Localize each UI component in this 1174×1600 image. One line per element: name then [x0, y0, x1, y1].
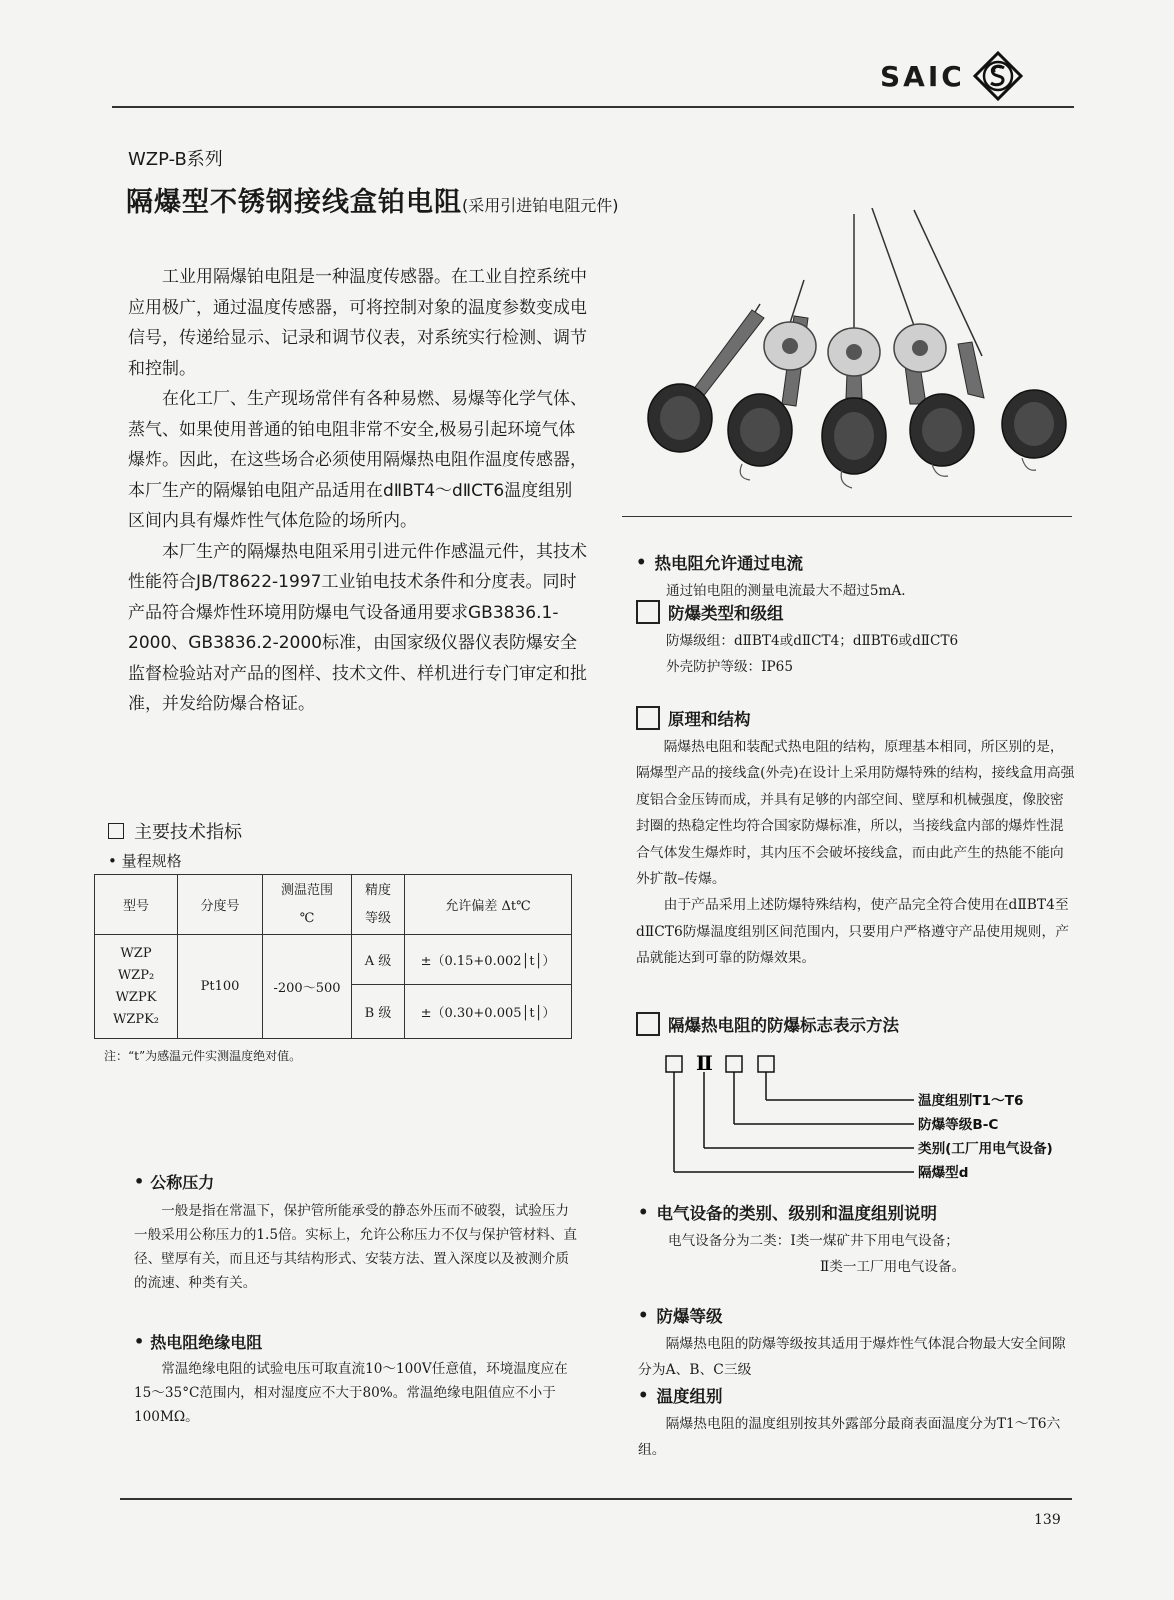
- cell-grade: A 级: [352, 935, 405, 985]
- header-accuracy-line1: 精度: [364, 882, 391, 898]
- explosion-type-title-text: 防爆类型和级组: [668, 604, 784, 623]
- intro-text: [128, 262, 588, 720]
- roman-numeral: Ⅱ: [696, 1051, 713, 1075]
- header-graduation: 分度号: [178, 875, 263, 935]
- bullet-icon: •: [636, 552, 647, 572]
- cell-deviation: ±（0.30+0.005│t│）: [405, 985, 572, 1039]
- insulation-section: [134, 1330, 578, 1429]
- logo-emblem-icon: [973, 51, 1023, 101]
- header-model: 型号: [95, 875, 178, 935]
- principle-body: 由于产品采用上述防爆特殊结构，使产品完全符合使用在dⅡBT4至dⅡCT6防爆温度组别区间范围内，只要用户严格遵守产品使用规则，产品就能达到可靠的防爆效果。: [636, 897, 1070, 967]
- temp-group-title: [638, 1383, 1078, 1407]
- checkbox-icon: [636, 1012, 660, 1036]
- grade-body: 隔爆热电阻的防爆等级按其适用于爆炸性气体混合物最大安全间隙分为A、B、C三级: [638, 1336, 1066, 1379]
- series-label: WZP-B系列: [128, 149, 223, 170]
- insulation-title-text: 热电阻绝缘电阻: [150, 1333, 263, 1352]
- checkbox-icon: [636, 600, 660, 624]
- checkbox-icon: [108, 823, 124, 839]
- pressure-title: [134, 1170, 578, 1193]
- header-range-line2: ℃: [299, 910, 315, 926]
- marking-title-text: 隔爆热电阻的防爆标志表示方法: [668, 1016, 899, 1035]
- cell-models: [95, 935, 178, 1039]
- pressure-body: 一般是指在常温下，保护管所能承受的静态外压而不破裂，试验压力一般采用公称压力的1.5倍。实标上，允许公称压力不仅与保护管材料、直径、壁厚有关，而且还与其结构形式、安装方法、置入深度以及被测介质的流速、种类有关。: [134, 1203, 578, 1291]
- marking-label-temp: 温度组别T1～T6: [918, 1093, 1024, 1109]
- header-deviation: 允许偏差 Δt℃: [405, 875, 572, 935]
- category-section: [638, 1200, 1078, 1280]
- cell-grade: B 级: [352, 985, 405, 1039]
- cell-deviation: ±（0.15+0.002│t│）: [405, 935, 572, 985]
- pressure-section: [134, 1170, 578, 1295]
- header-range-line1: 测温范围: [280, 882, 333, 898]
- category-title-text: 电气设备的类别、级别和温度组别说明: [656, 1204, 938, 1223]
- photo-rule: [622, 516, 1072, 517]
- principle-body: 隔爆热电阻和装配式热电阻的结构，原理基本相同，所区别的是，隔爆型产品的接线盒(外壳)在设计上采用防爆特殊的结构，接线盒用高强度铝合金压铸而成，并具有足够的内部空间、壁厚和机械强度，像胶密封圈的热稳定性均符合国家防爆标准，所以，当接线盒内部的爆炸性混合气体发生爆炸时，其内压不会破坏接线盒，而由此产生的热能不能向外扩散–传爆。: [636, 739, 1075, 888]
- insulation-body: 常温绝缘电阻的试验电压可取直流10～100V任意值，环境温度应在15～35°C范围内，相对湿度应不大于80%。常温绝缘电阻值应不小于100MΩ。: [134, 1361, 568, 1425]
- model-item: WZPK: [115, 989, 157, 1005]
- brand-logo: [880, 52, 1023, 100]
- logo-text: SAIC: [880, 59, 965, 93]
- current-section: [636, 550, 1076, 604]
- grade-title: [638, 1303, 1078, 1327]
- cell-graduation: Pt100: [178, 935, 263, 1039]
- temp-group-section: [638, 1383, 1078, 1464]
- explosion-type-line: 防爆级组：dⅡBT4或dⅡCT4；dⅡBT6或dⅡCT6: [666, 633, 959, 649]
- footer-rule: [120, 1498, 1072, 1500]
- table-row: [95, 935, 572, 985]
- page-number: 139: [1034, 1512, 1061, 1528]
- range-heading: • 量程规格: [108, 852, 182, 870]
- model-item: WZPK₂: [112, 1011, 160, 1027]
- intro-paragraph: 在化工厂、生产现场常伴有各种易燃、易爆等化学气体、蒸气、如果使用普通的铂电阻非常不安全,极易引起环境气体爆炸。因此，在这些场合必须使用隔爆热电阻作温度传感器，本厂生产的隔爆铂电阻产品适用在dⅡBT4～dⅡCT6温度组别区间内具有爆炸性气体危险的场所内。: [128, 389, 587, 531]
- explosion-type-title: [636, 600, 1076, 624]
- table-header-row: [95, 875, 572, 935]
- current-title-text: 热电阻允许通过电流: [654, 554, 804, 573]
- bullet-icon: •: [134, 1332, 145, 1351]
- current-title: [636, 550, 1076, 574]
- marking-label-type: 隔爆型d: [918, 1165, 969, 1181]
- spec-heading: [108, 818, 242, 844]
- category-line: Ⅱ类一工厂用电气设备。: [820, 1259, 966, 1275]
- intro-paragraph: 工业用隔爆铂电阻是一种温度传感器。在工业自控系统中应用极广，通过温度传感器，可将控制对象的温度参数变成电信号，传递给显示、记录和调节仪表，对系统实行检测、调节和控制。: [128, 267, 587, 379]
- bullet-icon: •: [638, 1202, 649, 1222]
- spec-heading-text: 主要技术指标: [134, 822, 242, 843]
- bullet-icon: •: [638, 1305, 649, 1325]
- header-range: [263, 875, 352, 935]
- bullet-icon: •: [638, 1385, 649, 1405]
- pressure-title-text: 公称压力: [150, 1173, 215, 1192]
- marking-diagram: [660, 1044, 1080, 1189]
- header-rule: [112, 106, 1074, 108]
- principle-section: [636, 706, 1076, 972]
- intro-paragraph: 本厂生产的隔爆热电阻采用引进元件作感温元件，其技术性能符合JB/T8622-1997工业铂电技术条件和分度表。同时产品符合爆炸性环境用防爆电气设备通用要求GB3836.1-2000、GB3836.2-2000标准，由国家级仪器仪表防爆安全监督检验站对产品的图样、技术文件、样机进行专门审定和批准，并发给防爆合格证。: [128, 541, 587, 714]
- explosion-type-line: 外壳防护等级：IP65: [666, 659, 793, 675]
- current-body: 通过铂电阻的测量电流最大不超过5mA.: [666, 583, 906, 599]
- title-sub: (采用引进铂电阻元件): [462, 196, 619, 215]
- principle-title-text: 原理和结构: [668, 710, 751, 729]
- marking-title: [636, 1012, 1076, 1036]
- spec-table: [94, 874, 572, 1039]
- page-title: [126, 180, 619, 219]
- temp-group-title-text: 温度组别: [656, 1387, 723, 1406]
- product-photo: [642, 208, 1082, 508]
- temp-group-body: 隔爆热电阻的温度组别按其外露部分最商表面温度分为T1～T6六组。: [638, 1416, 1061, 1459]
- explosion-type-section: [636, 600, 1076, 680]
- table-note: 注：“t”为感温元件实测温度绝对值。: [104, 1049, 302, 1063]
- insulation-title: [134, 1330, 578, 1353]
- cell-range: -200～500: [263, 935, 352, 1039]
- checkbox-icon: [636, 706, 660, 730]
- marking-label-grade: 防爆等级B-C: [918, 1117, 999, 1133]
- grade-section: [638, 1303, 1078, 1384]
- category-title: [638, 1200, 1078, 1224]
- category-line: 电气设备分为二类：Ⅰ类一煤矿井下用电气设备；: [668, 1233, 959, 1249]
- header-accuracy-line2: 等级: [364, 910, 391, 926]
- grade-title-text: 防爆等级: [656, 1307, 723, 1326]
- marking-section: [636, 1012, 1076, 1040]
- bullet-icon: •: [134, 1172, 145, 1191]
- principle-title: [636, 706, 1076, 730]
- model-item: WZP: [120, 945, 152, 961]
- marking-label-class: 类别(工厂用电气设备): [918, 1141, 1053, 1157]
- title-main: 隔爆型不锈钢接线盒铂电阻: [126, 187, 462, 218]
- model-item: WZP₂: [117, 967, 155, 983]
- header-accuracy: [352, 875, 405, 935]
